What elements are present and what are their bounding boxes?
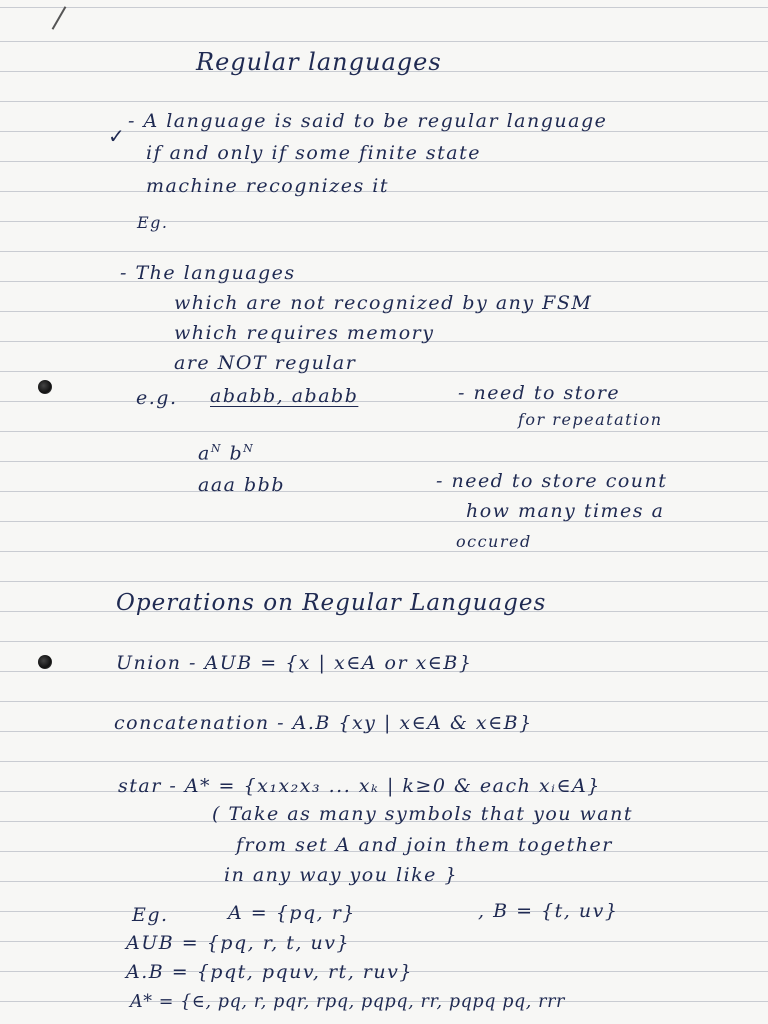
operations-heading: Operations on Regular Languages (116, 590, 547, 616)
anbn-note-1: - need to store count (436, 470, 668, 492)
example-set-a: A = {pq, r} (228, 902, 356, 924)
eg-prefix: e.g. (136, 387, 178, 409)
definition-eg: Eg. (137, 213, 169, 232)
definition-line-1: - A language is said to be regular language (128, 110, 608, 132)
anbn-example: aaa bbb (198, 474, 286, 496)
example-union: AUB = {pq, r, t, uv} (126, 932, 351, 954)
anbn-note-3: occured (456, 532, 532, 551)
non-regular-line-1: - The languages (120, 262, 296, 284)
star-note-2: from set A and join them together (236, 834, 613, 856)
eg-note-1: - need to store (458, 382, 621, 404)
example-concatenation: A.B = {pqt, pquv, rt, ruv} (126, 961, 413, 983)
non-regular-line-3: which requires memory (174, 322, 435, 344)
pencil-mark (52, 6, 67, 30)
non-regular-line-4: are NOT regular (174, 352, 357, 374)
anbn-a: a (198, 442, 211, 465)
eg-example: ababb, ababb (210, 385, 359, 407)
binder-hole (38, 380, 52, 394)
example-star: A* = {∈, pq, r, pqr, rpq, pqpq, rr, pqpq pq, rrr (130, 992, 566, 1012)
binder-hole (38, 655, 52, 669)
checkmark-icon: ✓ (108, 124, 125, 148)
anbn-b: b (229, 442, 244, 465)
example-label: Eg. (132, 904, 169, 926)
definition-line-2: if and only if some finite state (146, 142, 482, 164)
star-definition: star - A* = {x₁x₂x₃ ... xₖ | k≥0 & each xᵢ∈A} (118, 775, 601, 797)
page-title: Regular languages (196, 48, 442, 76)
union-definition: Union - AUB = {x | x∈A or x∈B} (116, 652, 473, 674)
example-set-b: , B = {t, uv} (478, 900, 619, 922)
anbn-label (198, 442, 254, 464)
anbn-note-2: how many times a (466, 500, 665, 522)
non-regular-line-2: which are not recognized by any FSM (174, 292, 593, 314)
definition-line-3: machine recognizes it (146, 175, 389, 197)
star-note-3: in any way you like } (224, 864, 459, 886)
star-note-1: ( Take as many symbols that you want (212, 803, 634, 825)
concatenation-definition: concatenation - A.B {xy | x∈A & x∈B} (114, 712, 533, 734)
eg-note-2: for repeatation (518, 410, 663, 429)
anbn-exponent-1: N (210, 442, 222, 455)
anbn-exponent-2: N (243, 442, 255, 455)
